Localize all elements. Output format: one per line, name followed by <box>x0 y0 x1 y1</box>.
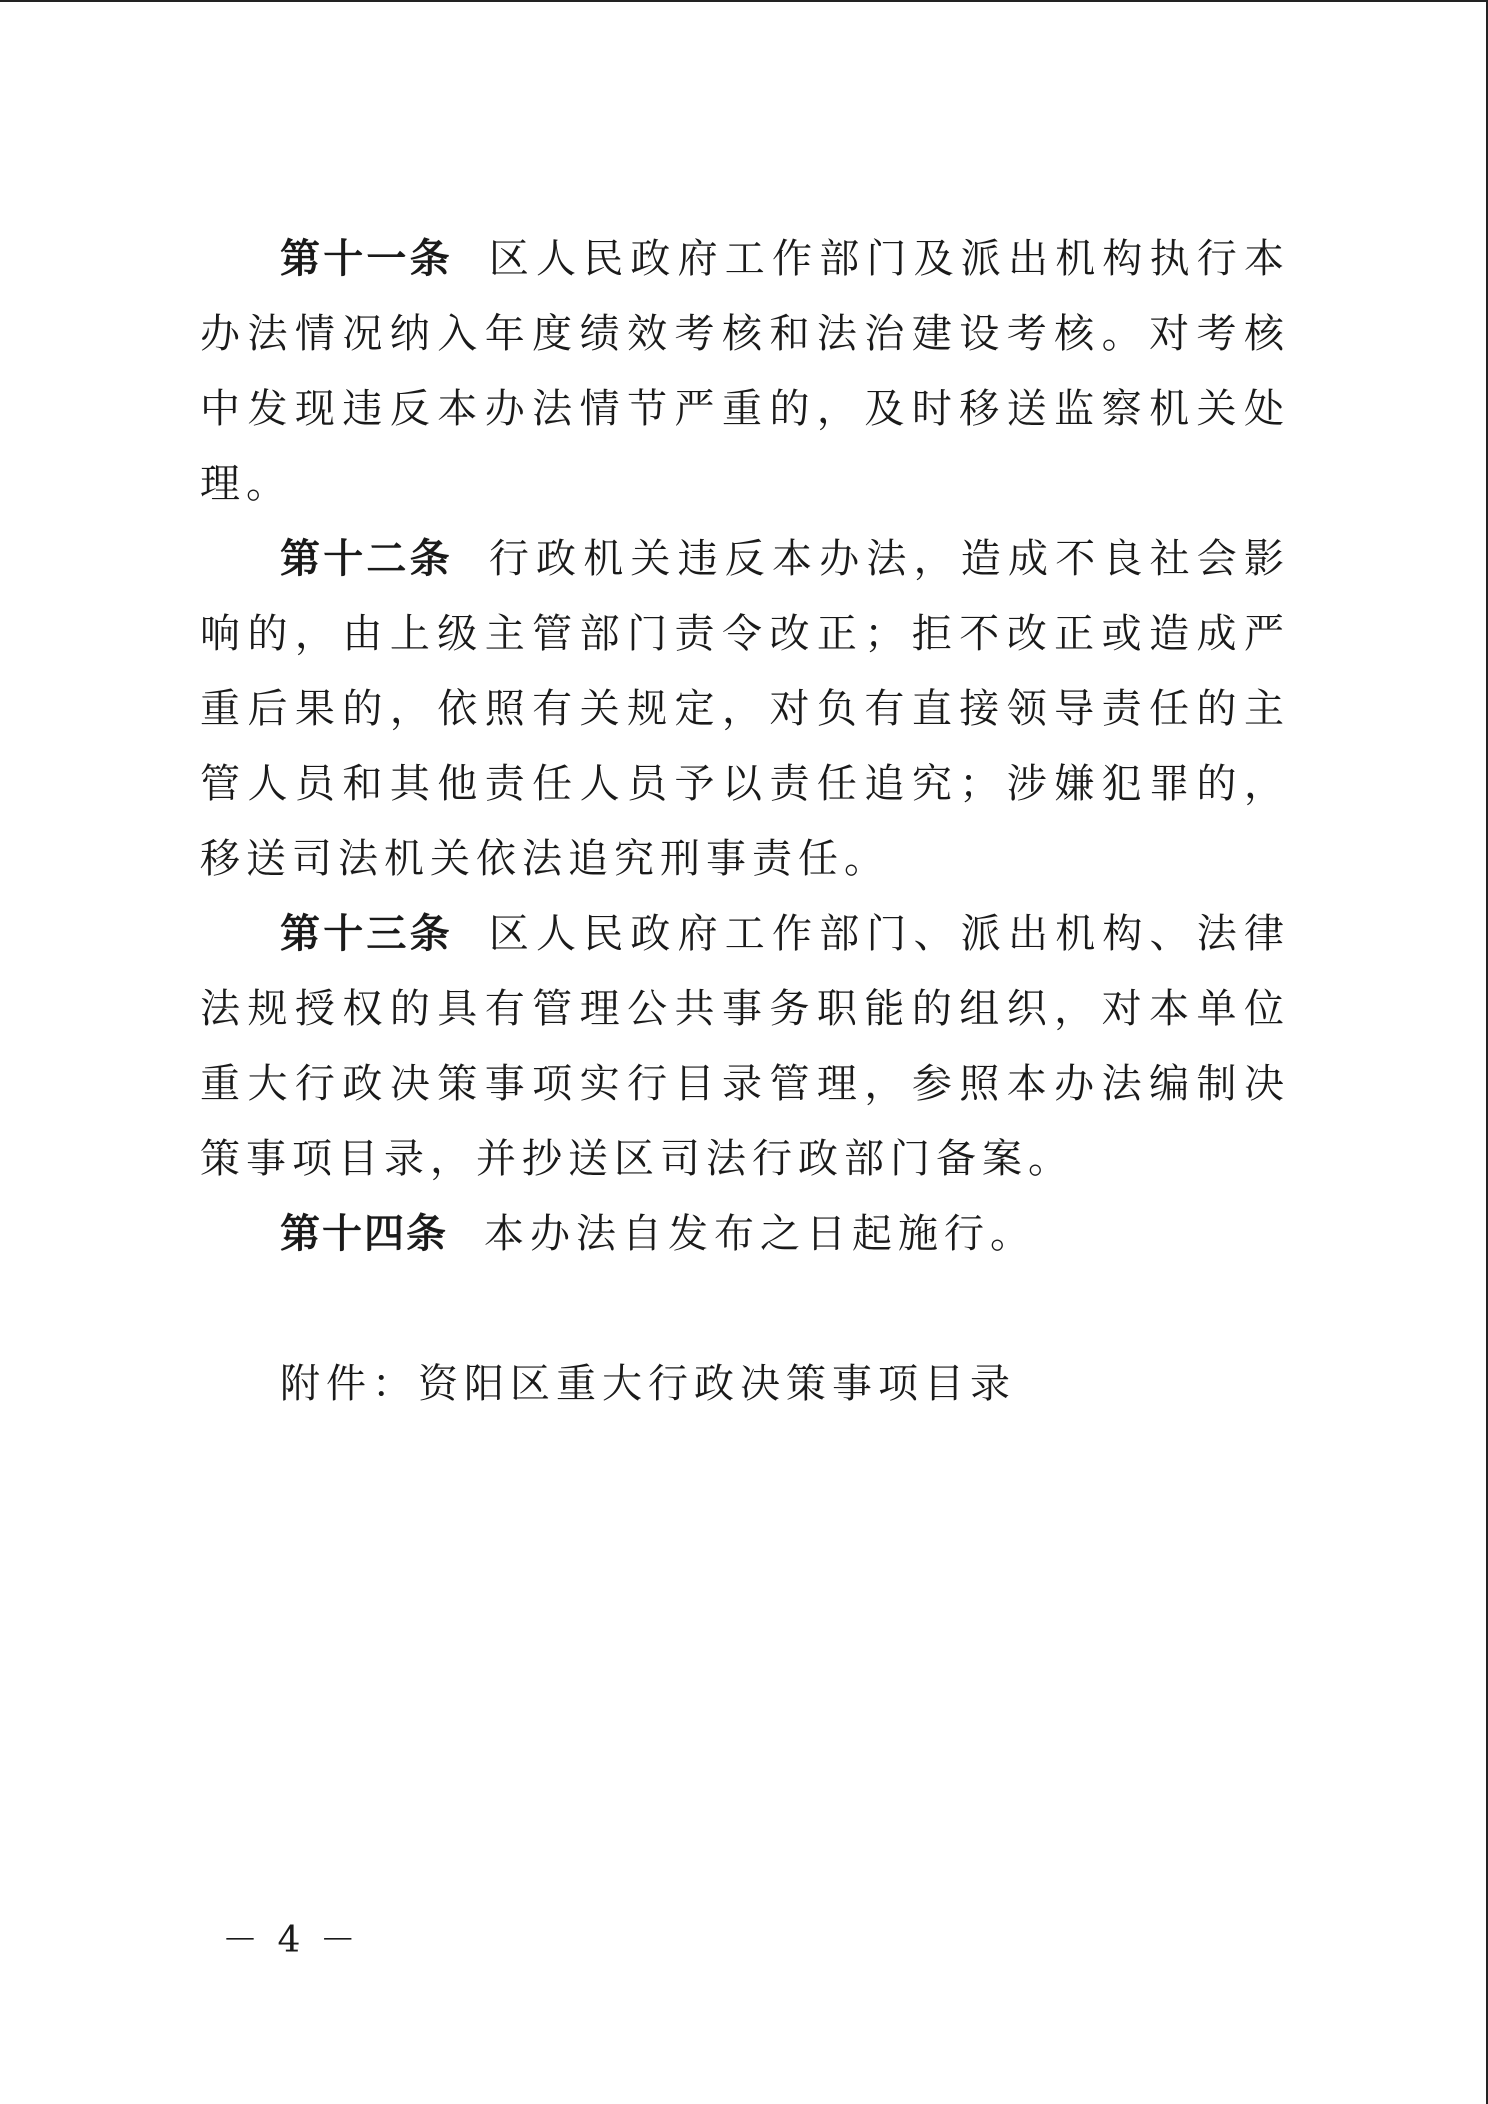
article-text: 行政机关违反本办法，造成不良社会影响的，由上级主管部门责令改正；拒不改正或造成严重后果的，依照有关规定，对负有直接领导责任的主管人员和其他责任人员予以责任追究；涉嫌犯罪的，移送司法机关依法追究刑事责任。 <box>200 536 1291 882</box>
article-heading: 第十三条 <box>280 911 453 957</box>
article-heading: 第十二条 <box>280 536 453 582</box>
article-text: 本办法自发布之日起施行。 <box>484 1211 1036 1257</box>
attachment-note: 附件：资阳区重大行政决策事项目录 <box>280 1361 1016 1407</box>
article-text: 区人民政府工作部门、派出机构、法律法规授权的具有管理公共事务职能的组织，对本单位重大行政决策事项实行目录管理，参照本办法编制决策事项目录，并抄送区司法行政部门备案。 <box>200 911 1291 1182</box>
article-text: 区人民政府工作部门及派出机构执行本办法情况纳入年度绩效考核和法治建设考核。对考核中发现违反本办法情节严重的，及时移送监察机关处理。 <box>200 236 1291 507</box>
document-body <box>200 222 1290 1422</box>
article-heading: 第十一条 <box>280 236 453 282</box>
article-12 <box>200 522 1290 897</box>
article-11 <box>200 222 1290 522</box>
page-number: － 4 － <box>222 1920 360 1961</box>
page-top-border <box>0 0 1488 2</box>
article-13 <box>200 897 1290 1197</box>
article-14 <box>200 1197 1290 1272</box>
article-heading: 第十四条 <box>280 1211 448 1257</box>
blank-line <box>200 1272 1290 1347</box>
